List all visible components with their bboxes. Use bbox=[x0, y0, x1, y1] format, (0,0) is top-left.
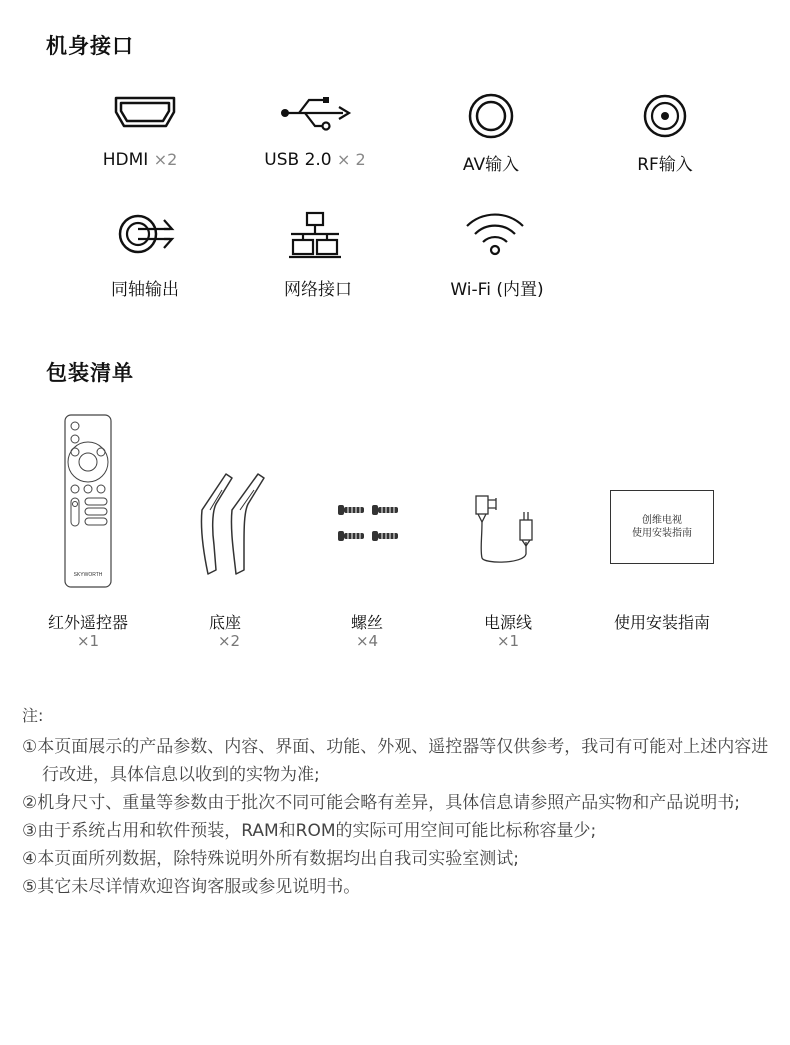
package-item-remote-count: ×1 bbox=[76, 632, 100, 650]
port-label: Wi-Fi (内置) bbox=[450, 280, 544, 300]
rf-input-port bbox=[575, 150, 755, 175]
av-input-port bbox=[401, 150, 581, 175]
package-item-screws-count: ×4 bbox=[355, 632, 379, 650]
port-multiplier: × 2 bbox=[337, 150, 366, 169]
port-multiplier: ×2 bbox=[153, 150, 178, 169]
ports-section-title: 机身接口 bbox=[46, 34, 134, 58]
package-item-screws-name: 螺丝 bbox=[350, 613, 383, 632]
hdmi-port bbox=[50, 150, 230, 170]
coaxial-output-port bbox=[55, 275, 235, 300]
package-item-stand-count: ×2 bbox=[217, 632, 241, 650]
package-item-power-cord-count: ×1 bbox=[496, 632, 520, 650]
rf-input-icon bbox=[605, 92, 725, 144]
network-port-icon bbox=[255, 210, 375, 262]
package-item-remote-name: 红外遥控器 bbox=[47, 613, 128, 632]
port-label: HDMI bbox=[102, 150, 149, 170]
remote-control-icon bbox=[63, 414, 113, 589]
port-label: 网络接口 bbox=[284, 280, 352, 300]
book-cover-line2: 使用安装指南 bbox=[632, 528, 692, 539]
manual-book-icon bbox=[610, 490, 714, 564]
package-item-power-cord-name: 电源线 bbox=[483, 613, 532, 632]
port-label: 同轴输出 bbox=[111, 280, 179, 300]
note-item: ③由于系统占用和软件预装，RAM和ROM的实际可用空间可能比标称容量少; bbox=[22, 821, 597, 841]
wifi-icon bbox=[435, 210, 555, 262]
note-item: ④本页面所列数据，除特殊说明外所有数据均出自我司实验室测试; bbox=[22, 849, 519, 869]
book-cover-line1: 创维电视 bbox=[642, 515, 682, 526]
wifi-feature bbox=[407, 275, 587, 300]
note-item: ⑤其它未尽详情欢迎咨询客服或参见说明书。 bbox=[22, 877, 361, 897]
package-item-manual-name: 使用安装指南 bbox=[613, 613, 710, 632]
package-section-title: 包装清单 bbox=[46, 361, 134, 385]
coaxial-output-icon bbox=[85, 210, 205, 262]
package-item-stand-name: 底座 bbox=[208, 613, 241, 632]
note-item: ①本页面展示的产品参数、内容、界面、功能、外观、遥控器等仅供参考，我司有可能对上述内容进行改进，具体信息以收到的实物为准; bbox=[22, 737, 769, 785]
stand-legs-icon bbox=[188, 470, 268, 580]
port-label: AV输入 bbox=[462, 155, 520, 175]
port-label: RF输入 bbox=[637, 155, 693, 175]
note-item: ②机身尺寸、重量等参数由于批次不同可能会略有差异，具体信息请参照产品实物和产品说明书; bbox=[22, 793, 740, 813]
notes-heading: 注: bbox=[22, 706, 44, 725]
usb-port bbox=[225, 150, 405, 170]
power-cord-icon bbox=[468, 488, 538, 568]
hdmi-port-icon bbox=[85, 92, 205, 144]
network-port bbox=[228, 275, 408, 300]
screws-icon bbox=[336, 502, 400, 546]
port-label: USB 2.0 bbox=[264, 150, 332, 170]
svg-text:SKYWORTH: SKYWORTH bbox=[73, 572, 103, 578]
av-input-icon bbox=[431, 92, 551, 144]
notes-block bbox=[22, 703, 772, 901]
usb-icon bbox=[255, 92, 375, 144]
